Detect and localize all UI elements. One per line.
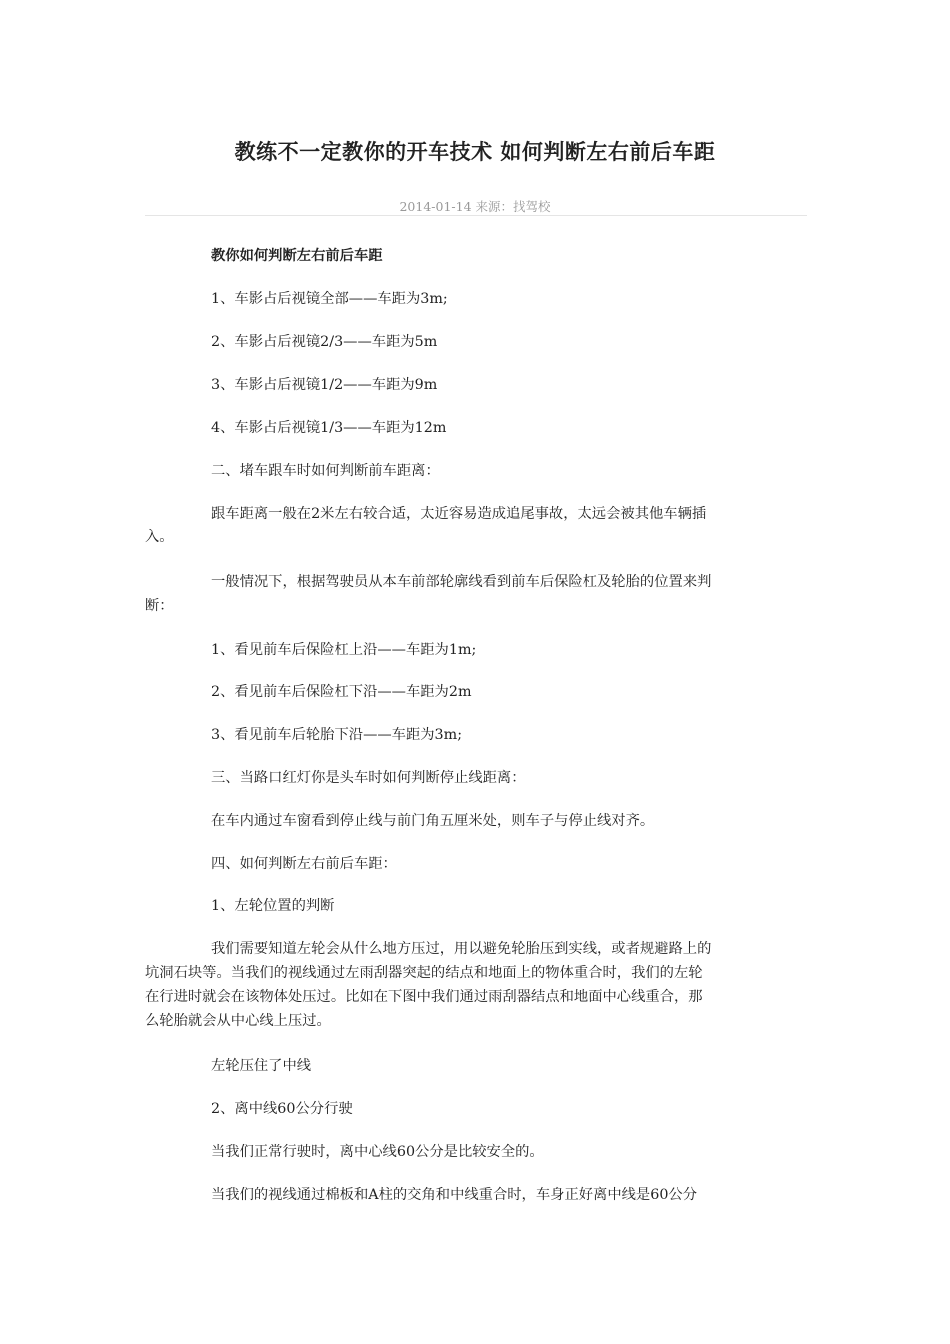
paragraph-line: 3、车影占后视镜1/2——车距为9m: [211, 377, 438, 393]
paragraph-line: 么轮胎就会从中心线上压过。: [145, 1013, 331, 1029]
paragraph-line: 1、看见前车后保险杠上沿——车距为1m;: [211, 642, 477, 658]
paragraph-line: 断：: [145, 598, 174, 614]
paragraph-line: 2、车影占后视镜2/3——车距为5m: [211, 334, 438, 350]
article-title: 教练不一定教你的开车技术 如何判断左右前后车距: [234, 140, 716, 164]
paragraph-line: 在行进时就会在该物体处压过。比如在下图中我们通过雨刮器结点和地面中心线重合，那: [145, 989, 703, 1005]
paragraph-line: 坑洞石块等。当我们的视线通过左雨刮器突起的结点和地面上的物体重合时，我们的左轮: [145, 965, 703, 981]
paragraph-line: 跟车距离一般在2米左右较合适，太近容易造成追尾事故，太远会被其他车辆插: [211, 506, 707, 522]
paragraph-line: 3、看见前车后轮胎下沿——车距为3m;: [211, 727, 463, 743]
paragraph-line: 一般情况下，根据驾驶员从本车前部轮廓线看到前车后保险杠及轮胎的位置来判: [211, 574, 712, 590]
paragraph-line: 1、左轮位置的判断: [211, 898, 335, 914]
paragraph-line: 入。: [145, 529, 174, 545]
paragraph-line: 2、离中线60公分行驶: [211, 1101, 353, 1117]
header-divider: [145, 215, 807, 216]
paragraph-line: 当我们的视线通过棉板和A柱的交角和中线重合时，车身正好离中线是60公分: [211, 1187, 698, 1203]
paragraph-line: 二、堵车跟车时如何判断前车距离：: [211, 463, 440, 479]
paragraph-line: 左轮压住了中线: [211, 1058, 312, 1074]
section-heading: 教你如何判断左右前后车距: [211, 248, 383, 264]
paragraph-line: 我们需要知道左轮会从什么地方压过，用以避免轮胎压到实线，或者规避路上的: [211, 941, 712, 957]
paragraph-line: 在车内通过车窗看到停止线与前门角五厘米处，则车子与停止线对齐。: [211, 813, 655, 829]
paragraph-line: 1、车影占后视镜全部——车距为3m;: [211, 291, 448, 307]
article-meta: 2014-01-14 来源：找驾校: [399, 199, 551, 214]
paragraph-line: 三、当路口红灯你是头车时如何判断停止线距离：: [211, 770, 526, 786]
paragraph-line: 四、如何判断左右前后车距：: [211, 856, 397, 872]
paragraph-line: 当我们正常行驶时，离中心线60公分是比较安全的。: [211, 1144, 544, 1160]
paragraph-line: 2、看见前车后保险杠下沿——车距为2m: [211, 684, 472, 700]
paragraph-line: 4、车影占后视镜1/3——车距为12m: [211, 420, 447, 436]
